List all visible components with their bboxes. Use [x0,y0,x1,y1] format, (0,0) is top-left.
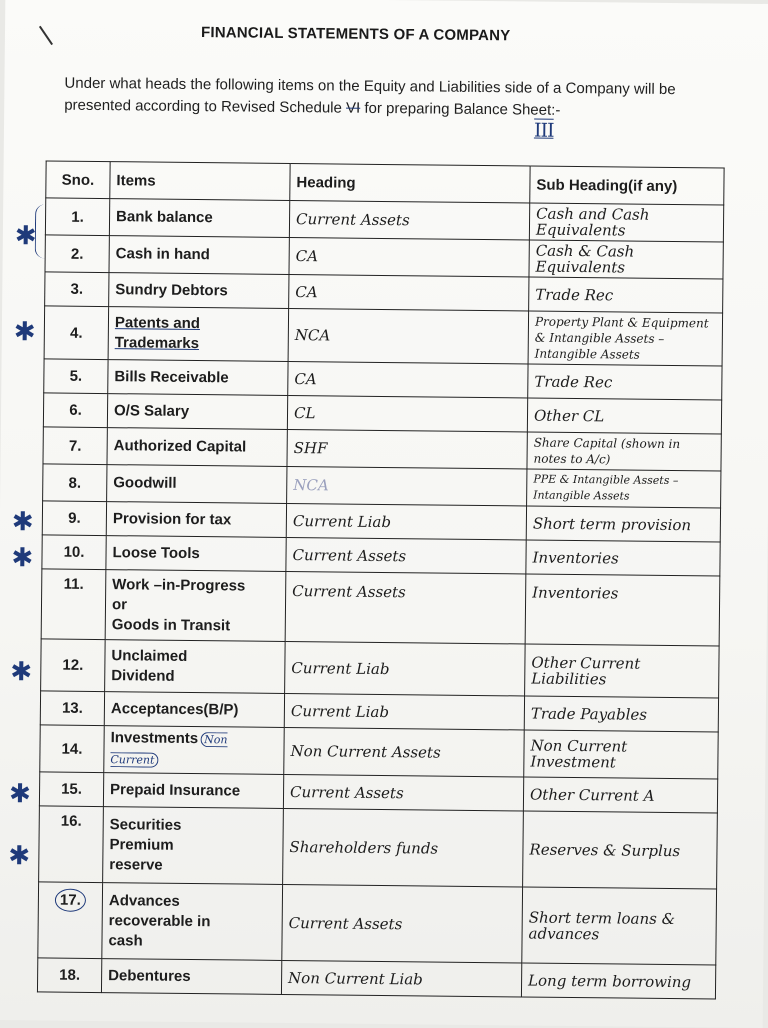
row-heading: Non Current Assets [284,727,524,777]
row-sno: 8. [43,464,107,502]
row-subheading: Short term provision [526,506,720,542]
table-row [37,958,715,999]
row-sno: 9. [42,501,106,536]
row-subheading: Reserves & Surplus [523,811,718,889]
row-item: Provision for tax [106,502,286,538]
row-subheading: Other CL [527,398,721,434]
row-sno: 10. [42,535,106,570]
row-heading: Current Assets [285,571,526,644]
row-heading: SHF [287,429,527,469]
row-subheading: Other Current A [523,777,717,813]
row-sno: 5. [44,359,108,394]
row-heading: NCA [287,466,527,506]
star-mark-row-2: ✱ [14,220,37,251]
row-sno: 16. [39,806,104,883]
row-heading: Current Assets [289,200,529,240]
row-item: Debentures [101,959,281,995]
row-subheading: Short term loans & advances [522,887,717,965]
row-item-line: Premium [109,835,174,854]
row-subheading: Long term borrowing [521,963,715,999]
row-item: Authorized Capital [107,428,287,467]
row-item: Bank balance [109,199,289,238]
row-subheading: Share Capital (shown in notes to A/c) [527,432,721,471]
table-row [41,569,720,646]
row-item-line: cash [108,931,143,949]
row-heading: Current Assets [286,537,526,574]
page-title: FINANCIAL STATEMENTS OF A COMPANY [200,24,511,45]
row-heading: Shareholders funds [283,808,524,887]
table-row [41,639,720,698]
star-mark-row-16: ✱ [8,840,31,871]
row-subheading: Other Current Liabilities [525,644,720,698]
row-subheading: Trade Rec [528,364,722,400]
row-subheading: Trade Rec [529,277,723,313]
row-item-line: Unclaimed [111,646,188,665]
row-subheading: Trade Payables [524,696,718,732]
instructions-text-before: Under what heads the following items on the Equity and Liabilities side of a Company will be presented according to Revised Schedule [64,74,676,117]
row-item-text: Investments [110,729,199,748]
row-sno: 6. [43,393,107,428]
handwritten-item-note: Non Current [110,733,228,767]
row-item-line: Securities [109,815,182,834]
row-subheading: Inventories [526,540,720,576]
row-sno: 1. [45,198,109,236]
row-sno: 4. [44,306,109,360]
row-item: Patents and Trademarks [108,307,289,362]
row-item-line: or [111,595,128,613]
instructions-paragraph [64,73,684,123]
items-table [37,160,725,999]
column-header-items: Items [110,162,290,201]
star-mark-row-9: ✱ [11,506,34,537]
row-item: Sundry Debtors [109,273,289,309]
row-subheading: Cash and Cash Equivalents [529,203,723,242]
row-item-line: reserve [109,855,163,874]
row-item [103,807,284,885]
row-item: O/S Salary [107,394,287,430]
pen-tick-mark [39,26,53,45]
row-item: Prepaid Insurance [103,773,283,809]
row-sno: 14. [40,725,104,773]
row-item: Acceptances(B/P) [104,692,284,728]
row-item [102,883,283,961]
row-heading: NCA [288,308,529,364]
row-item-line: Goods in Transit [111,615,231,634]
row-sno: 7. [43,427,107,465]
row-sno: 13. [40,691,104,726]
row-subheading: Non Current Investment [524,730,718,779]
row-heading: CA [289,274,529,311]
row-heading: Current Liab [284,693,524,730]
row-item-line: Work –in-Progress [112,575,246,595]
circled-row-number: 17. [55,889,86,912]
row-heading: Current Liab [285,641,526,696]
row-subheading: Property Plant & Equipment & Intangible Assets – Intangible Assets [528,311,723,366]
column-header-sno: Sno. [46,161,110,199]
row-item [104,726,284,775]
row-item-line: Dividend [111,666,175,685]
row-sno: 11. [41,569,106,640]
row-sno [38,882,103,959]
instructions-text-after: for preparing Balance Sheet:- [360,99,561,119]
star-mark-row-4: ✱ [13,316,36,347]
row-heading: Current Liab [286,503,526,540]
table-row [38,882,717,965]
row-sno: 15. [39,772,103,807]
row-heading: CA [288,361,528,398]
row-sno: 2. [45,235,109,273]
row-sno: 3. [45,272,109,307]
star-mark-row-15: ✱ [8,778,31,809]
column-header-heading: Heading [290,163,530,203]
row-item [105,570,286,642]
table-row [39,806,718,889]
column-header-subheading: Sub Heading(if any) [530,166,724,205]
star-mark-row-12: ✱ [10,656,33,687]
row-heading: Current Assets [282,884,523,963]
row-heading: CA [289,237,529,277]
row-item-line: recoverable in [108,911,211,930]
table-row [40,725,718,779]
row-item: Loose Tools [106,536,286,572]
row-heading: Current Assets [283,774,523,811]
row-item: Goodwill [107,465,287,504]
struck-schedule-number: VI [345,99,361,117]
row-item [105,640,286,694]
row-subheading: Inventories [525,574,720,646]
row-item: Bills Receivable [108,360,288,396]
row-heading: Non Current Liab [281,960,521,997]
row-sno: 18. [37,958,101,993]
row-item: Cash in hand [109,236,289,275]
row-subheading: Cash & Cash Equivalents [529,240,723,279]
row-subheading: PPE & Intangible Assets – Intangible Assets [527,469,721,508]
table-row [44,306,723,366]
row-item-line: Advances [108,891,180,910]
handwritten-correction: III [533,119,554,142]
row-sno: 12. [41,639,106,692]
row-heading: CL [287,395,527,432]
star-mark-row-10: ✱ [11,542,34,573]
